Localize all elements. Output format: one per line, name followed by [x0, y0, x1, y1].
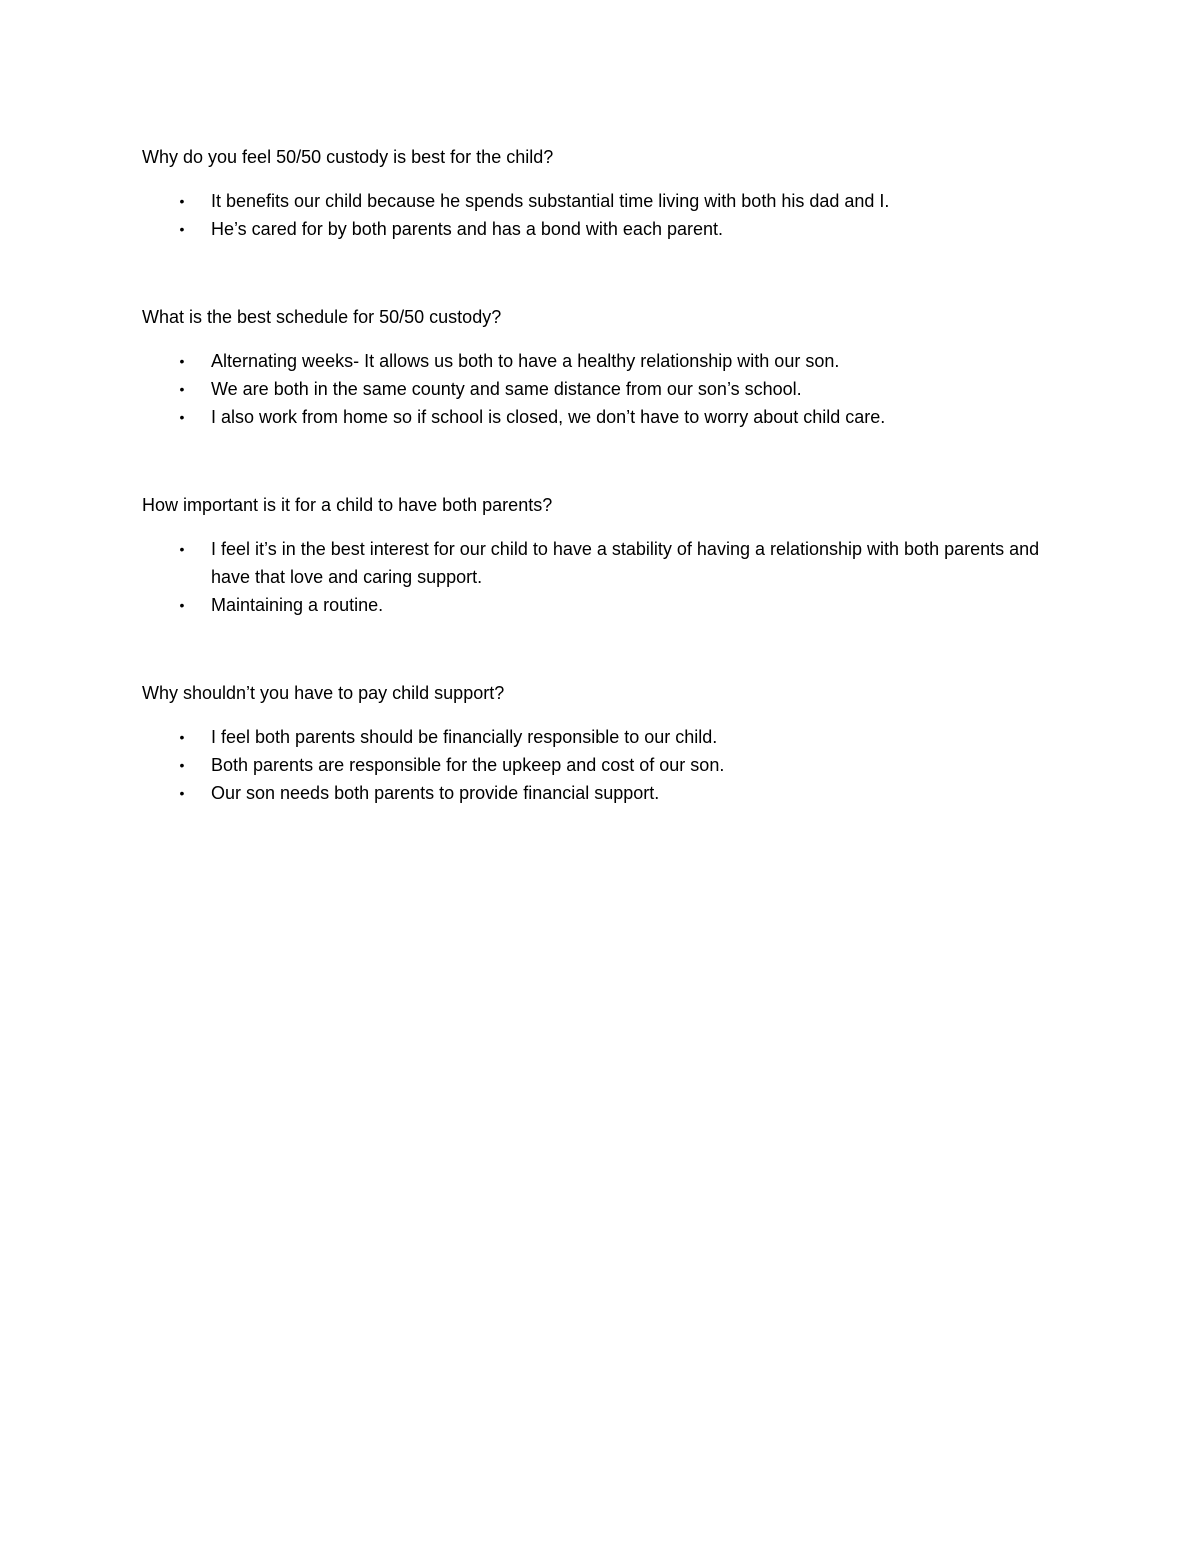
- answer-text: He’s cared for by both parents and has a bond with each parent.: [211, 219, 723, 239]
- bullet-icon: •: [179, 353, 185, 369]
- bullet-icon: •: [179, 381, 185, 397]
- answer-list: [142, 723, 1042, 807]
- answer-text: Both parents are responsible for the upkeep and cost of our son.: [211, 755, 725, 775]
- bullet-icon: •: [179, 785, 185, 801]
- bullet-icon: •: [179, 729, 185, 745]
- answer-text: I feel both parents should be financially responsible to our child.: [211, 727, 718, 747]
- question-section-schedule: [142, 303, 1042, 431]
- document-body: [142, 143, 1042, 867]
- answer-text: We are both in the same county and same distance from our son’s school.: [211, 379, 802, 399]
- answer-item: [142, 375, 1042, 403]
- question-section-child-support: [142, 679, 1042, 807]
- answer-item: [142, 403, 1042, 431]
- answer-item: [142, 535, 1042, 591]
- answer-item: [142, 187, 1042, 215]
- answer-text: It benefits our child because he spends substantial time living with both his dad and I.: [211, 191, 890, 211]
- answer-list: [142, 535, 1042, 619]
- answer-text: Maintaining a routine.: [211, 595, 384, 615]
- answer-text: Our son needs both parents to provide financial support.: [211, 783, 660, 803]
- question-heading: Why shouldn’t you have to pay child support?: [142, 683, 505, 703]
- question-heading: Why do you feel 50/50 custody is best for the child?: [142, 147, 554, 167]
- bullet-icon: •: [179, 597, 185, 613]
- answer-item: [142, 215, 1042, 243]
- bullet-icon: •: [179, 221, 185, 237]
- question-heading: How important is it for a child to have both parents?: [142, 495, 553, 515]
- bullet-icon: •: [179, 409, 185, 425]
- question-heading: What is the best schedule for 50/50 custody?: [142, 307, 502, 327]
- answer-text: I also work from home so if school is closed, we don’t have to worry about child care.: [211, 407, 886, 427]
- answer-item: [142, 591, 1042, 619]
- answer-text: I feel it’s in the best interest for our child to have a stability of having a relationship with both parents and have that love and caring support.: [211, 539, 1040, 587]
- answer-item: [142, 779, 1042, 807]
- answer-list: [142, 187, 1042, 243]
- answer-item: [142, 723, 1042, 751]
- answer-list: [142, 347, 1042, 431]
- question-section-both-parents: [142, 491, 1042, 619]
- answer-text: Alternating weeks- It allows us both to have a healthy relationship with our son.: [211, 351, 840, 371]
- bullet-icon: •: [179, 193, 185, 209]
- answer-item: [142, 751, 1042, 779]
- question-section-custody: [142, 143, 1042, 243]
- bullet-icon: •: [179, 757, 185, 773]
- bullet-icon: •: [179, 541, 185, 557]
- answer-item: [142, 347, 1042, 375]
